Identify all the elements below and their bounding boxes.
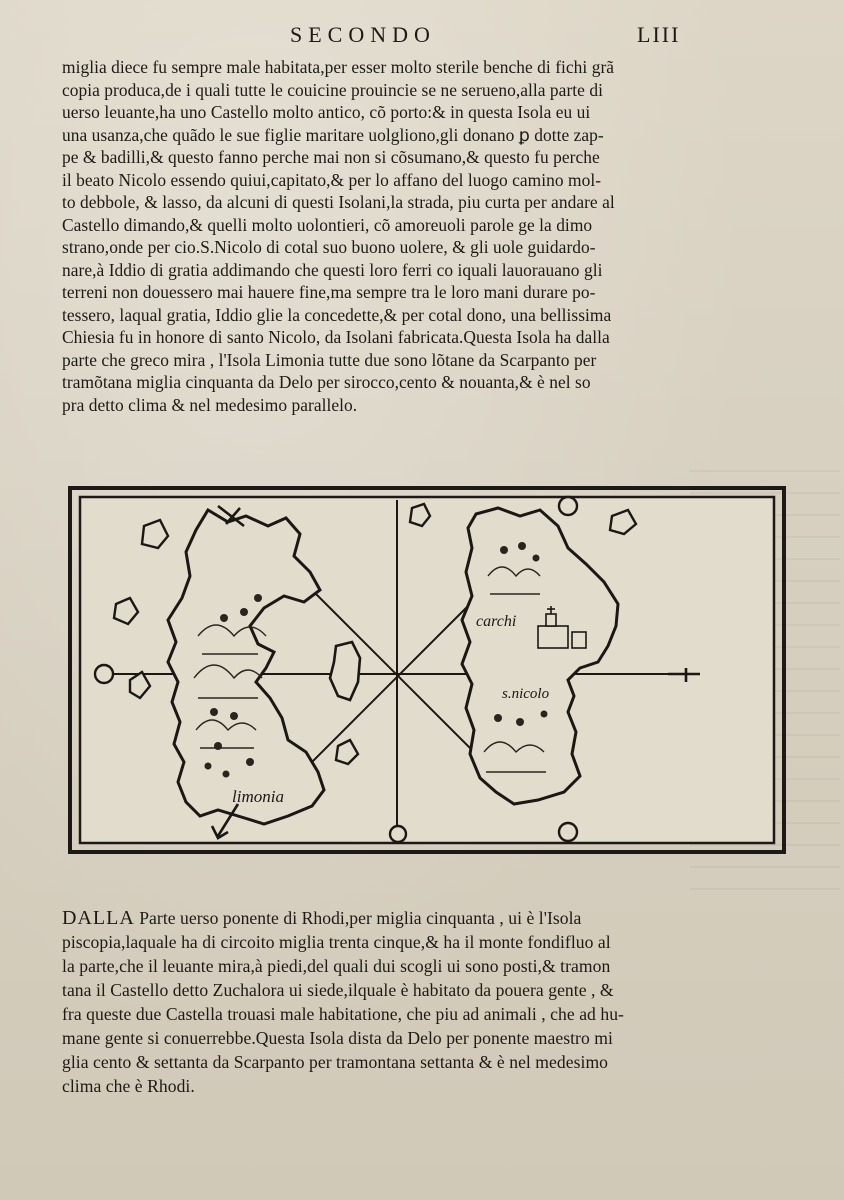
text-line-first — [62, 906, 712, 930]
text-line: il beato Nicolo essendo quiui,capitato,& per lo affano del luogo camino mol- — [62, 169, 602, 190]
text-line: terreni non douessero mai hauere fine,ma sempre tra le loro mani durare po- — [62, 282, 596, 302]
text-line: to debbole, & lasso, da alcuni di questi Isolani,la strada, piu curta per andare al — [62, 192, 615, 212]
text-line: copia produca,de i quali tutte le couicine prouincie se ne serueno,alla parte di — [62, 79, 603, 100]
text-line: fra queste due Castella trouasi male habitatione, che piu ad animali , che ad hu- — [62, 1004, 624, 1024]
text-line: la parte,che il leuante mira,à piedi,del quali dui scogli ui sono posti,& tramon — [62, 956, 611, 976]
text-line: piscopia,laquale ha di circoito miglia trenta cinque,& ha il monte fondifluo al — [62, 932, 611, 952]
text-line: Castello dimando,& quelli molto uolontieri, cõ amoreuoli parole ge la dimo — [62, 214, 593, 235]
text-line: glia cento & settanta da Scarpanto per tramontana settanta & è nel medesimo — [62, 1052, 609, 1072]
island-map-woodcut — [68, 486, 786, 854]
initial-word: DALLA — [62, 907, 135, 929]
marker-south — [390, 826, 406, 842]
marker-west — [95, 665, 113, 683]
text-paragraph-bottom — [62, 906, 712, 1098]
text-line: miglia diece fu sempre male habitata,per esser molto sterile benche di fichi grã — [62, 57, 615, 77]
text-line: nare,à Iddio di gratia addimando che questi loro ferri co iquali lauorauano gli — [62, 259, 603, 280]
marker-south-east — [559, 823, 577, 841]
map-svg — [68, 486, 786, 854]
text-paragraph-top — [62, 56, 712, 416]
text-line: pe & badilli,& questo fanno perche mai non si cõsumano,& questo fu perche — [62, 147, 600, 167]
text-line: una usanza,che quãdo le sue figlie maritare uolgliono,gli donano ꝑ dotte zap- — [62, 124, 604, 145]
page-header — [0, 22, 844, 52]
text-line: pra detto clima & nel medesimo parallelo. — [62, 394, 358, 415]
text-line: Chiesia fu in honore di santo Nicolo, da Isolani fabricata.Questa Isola ha dalla — [62, 327, 610, 347]
text-line: parte che greco mira , l'Isola Limonia tutte due sono lõtane da Scarpanto per — [62, 349, 597, 370]
text-line: tramõtana miglia cinquanta da Delo per sirocco,cento & nouanta,& è nel so — [62, 372, 591, 392]
label-carchi: carchi — [476, 613, 517, 630]
label-snicolo: s.nicolo — [502, 686, 550, 702]
running-title: SECONDO — [290, 22, 436, 47]
label-limonia: limonia — [232, 787, 284, 806]
marker-north-east — [559, 497, 577, 515]
first-line-rest: Parte uerso ponente di Rhodi,per miglia cinquanta , ui è l'Isola — [134, 908, 582, 928]
text-line: clima che è Rhodi. — [62, 1076, 195, 1096]
text-line: mane gente si conuerrebbe.Questa Isola dista da Delo per ponente maestro mi — [62, 1028, 613, 1048]
text-line: tessero, laqual gratia, Iddio glie la concedette,& per cotal dono, una bellissima — [62, 304, 612, 325]
text-line: tana il Castello detto Zuchalora ui siede,ilquale è habitato da pouera gente , & — [62, 980, 614, 1000]
text-line: uerso leuante,ha uno Castello molto antico, cõ porto:& in questa Isola eu ui — [62, 102, 591, 122]
text-line: strano,onde per cio.S.Nicolo di cotal suo buono uolere, & gli uole guidardo- — [62, 237, 596, 257]
folio-number: LIII — [637, 22, 681, 47]
